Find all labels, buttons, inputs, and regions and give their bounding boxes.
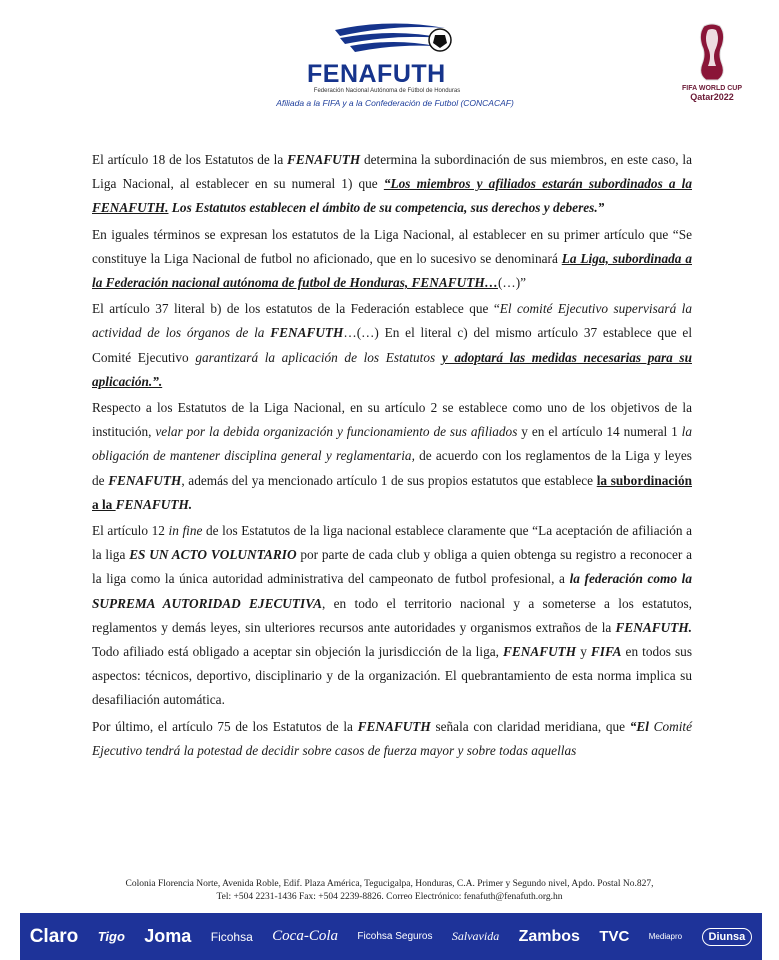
p6-text-2: señala con claridad meridiana, que [430,718,630,734]
p3-italic: garantizará la aplicación de los Estatutos [195,349,442,365]
p3-text: El artículo 37 literal b) de los estatutos de la Federación establece que “ [92,301,500,317]
paragraph-1 [92,148,692,221]
p6-fenafuth: FENAFUTH [357,718,431,734]
worldcup-logo [672,22,752,112]
paragraph-6 [92,715,692,763]
sponsor-claro-logo: Claro [29,925,79,947]
p4-italic-2: la obligación de mantener disciplina general y reglamentaria, [92,424,692,464]
p1-fenafuth: FENAFUTH [287,152,361,167]
p5-fifa: FIFA [590,644,622,660]
paragraph-3 [92,297,692,394]
worldcup-line1: FIFA WORLD CUP [681,85,742,92]
footer-address [0,878,779,904]
p4-text-3: de acuerdo con los reglamentos de la Liga y leyes de [92,448,692,488]
p5-text-3: por parte de cada club y obliga a quien obtenga su registro a reconocer a la liga como la única autoridad administrativa del campeonato de futbol profesional, a [92,547,692,587]
fenafuth-logo [295,18,485,94]
p5-text-2: de los Estatutos de la liga nacional establece claramente que “La aceptación de afiliación a la liga [92,523,693,563]
p5-fenafuth-2: FENAFUTH [503,644,577,660]
p5-voluntario: ES UN ACTO VOLUNTARIO [129,547,297,563]
logo-subtitle: Federación Nacional Autónoma de Fútbol de Honduras [313,88,461,94]
p4-fenafuth: FENAFUTH [108,472,182,488]
p5-fenafuth: FENAFUTH. [615,619,692,635]
logo-text: FENAFUTH [307,60,446,88]
sponsor-mediapro-logo: Mediapro [648,932,683,941]
p2-text: En iguales términos se expresan los estatutos de la Liga Nacional, al establecer en su primer artículo que “Se constituye la Liga Nacional de futbol no aficionado, que en lo sucesivo se denominará [92,226,692,266]
p4-text: Respecto a los Estatutos de la Liga Nacional, en su artículo 2 se establece como uno de los objetivos de la institución, [92,400,692,440]
p3-fenafuth: FENAFUTH [270,325,344,341]
p5-and: y [576,644,591,660]
p4-underlined: la subordinación a la [92,472,692,512]
p5-text-6: en todos sus aspectos: técnicos, deportivo, disciplinario y de la organización. El quebrantamiento de esta norma implica su desafiliación automática. [92,644,693,708]
sponsor-bar [20,913,762,960]
p3-underlined: y adoptará las medidas necesarias para su aplicación.”. [92,349,692,389]
p4-text-4: , además del ya mencionado artículo 1 de sus propios estatutos que establece [181,472,597,488]
p5-text-4: , en todo el territorio nacional y a someterse a los estatutos, reglamentos y demás leyes, sin ulteriores recursos ante autoridades y organismos extraños de la [92,595,692,635]
p4-fenafuth-2: FENAFUTH. [115,496,193,512]
paragraph-4 [92,396,692,517]
p4-italic: velar por la debida organización y funcionamiento de sus afiliados [155,424,518,440]
p1-quote: Los Estatutos establecen el ámbito de su competencia, sus derechos y deberes.” [168,200,605,216]
p6-quote: Comité Ejecutivo tendrá la potestad de decidir sobre casos de fuerza mayor y sobre todas aquellas [92,718,692,758]
worldcup-emblem-icon [672,22,752,84]
sponsor-tvc-logo: TVC [599,928,630,945]
letterhead [0,0,779,125]
paragraph-2 [92,223,692,296]
sponsor-joma-logo: Joma [144,926,192,946]
footer-line-1: Colonia Florencia Norte, Avenida Roble, Edif. Plaza América, Tegucigalpa, Honduras, C.A. Primer y Segundo nivel, Apdo. Postal No.827, [125,879,654,889]
sponsor-zambos-logo: Zambos [518,927,580,945]
sponsor-salvavida-logo: Salvavida [451,929,500,943]
p5-in-fine: in fine [168,523,203,539]
p3-quote: El comité Ejecutivo supervisará la actividad de los órganos de la [92,301,692,341]
worldcup-text [672,84,752,102]
sponsor-diunsa-logo: Diunsa [702,928,753,946]
letter-body [92,148,692,765]
sponsor-tigo-logo: Tigo [97,929,125,944]
p5-text-5: Todo afiliado está obligado a aceptar sin objeción la jurisdicción de la liga, [92,644,503,660]
p1-text: El artículo 18 de los Estatutos de la [92,152,288,167]
p1-text-2: determina la subordinación de sus miembros, en este caso, la Liga Nacional, al establecer en su numeral 1) que [92,152,692,192]
sponsor-ficohsa-seguros-logo: Ficohsa Seguros [357,931,433,942]
logo-swoosh-icon [295,18,485,63]
footer-line-2: Tel: +504 2231-1436 Fax: +504 2239-8826. Correo Electrónico: fenafuth@fenafuth.org.hn [216,892,563,902]
p6-quote-open: “El [629,718,649,734]
p2-ellipsis: (…)” [497,275,527,291]
sponsor-cocacola-logo: Coca-Cola [272,928,339,944]
p5-text: El artículo 12 [92,523,169,539]
p4-text-2: y en el artículo 14 numeral 1 [517,424,682,440]
sponsor-ficohsa-logo: Ficohsa [210,929,253,944]
paragraph-5 [92,519,692,713]
p1-quote-underlined: “Los miembros y afiliados estarán subordinados a la FENAFUTH. [92,176,693,216]
p3-text-2: …(…) En el literal c) del mismo artículo 37 establece que el Comité Ejecutivo [92,325,693,365]
affiliation-line: Afiliada a la FIFA y a la Confederación de Futbol (CONCACAF) [276,98,514,108]
worldcup-line2: Qatar2022 [690,92,734,102]
p6-text: Por último, el artículo 75 de los Estatutos de la [92,718,358,734]
p2-quote-underlined: La Liga, subordinada a la Federación nacional autónoma de futbol de Honduras, FENAFUTH… [92,250,692,291]
p5-suprema: la federación como la SUPREMA AUTORIDAD EJECUTIVA [92,571,692,611]
